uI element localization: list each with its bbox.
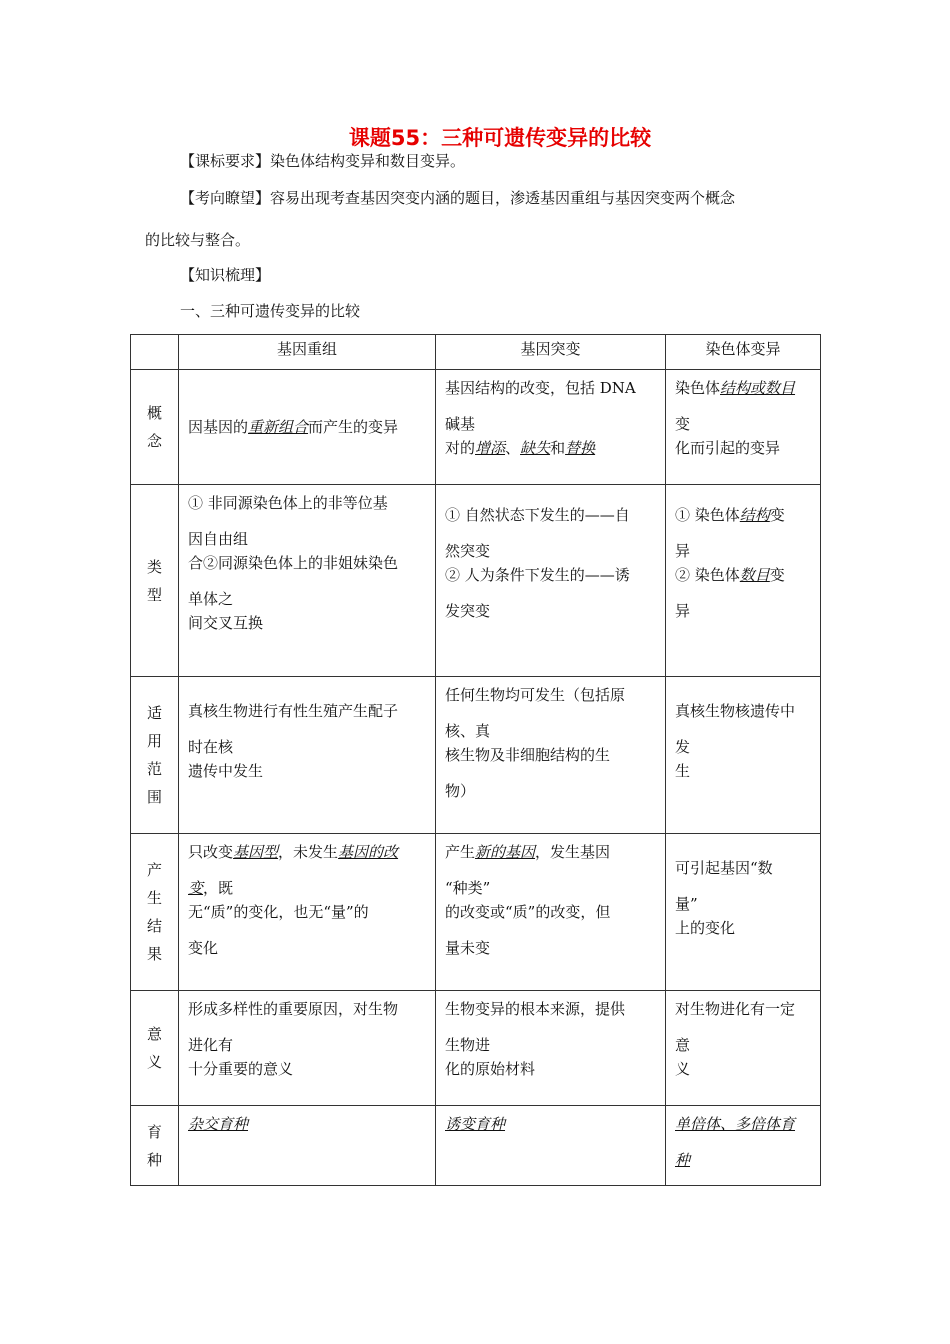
table-row [131, 370, 821, 485]
cell-concept-mutation: 基因结构的改变，包括 DNA 碱基 对的增添、缺失和替换 [436, 370, 666, 485]
cell-breeding-mutation: 诱变育种 [436, 1106, 666, 1186]
comparison-table [130, 334, 821, 1186]
row-head-breeding: 育 种 [131, 1106, 179, 1186]
header-empty [131, 335, 179, 370]
table-row [131, 485, 821, 677]
cell-type-mutation: ① 自然状态下发生的——自 然突变 ② 人为条件下发生的——诱 发突变 [436, 485, 666, 677]
cell-result-chromosome: 可引起基因“数 量” 上的变化 [666, 834, 821, 991]
row-head-meaning: 意 义 [131, 991, 179, 1106]
table-row [131, 1106, 821, 1186]
exam-text-1: 容易出现考查基因突变内涵的题目，渗透基因重组与基因突变两个概念 [270, 189, 736, 207]
cell-result-recombination: 只改变基因型，未发生基因的改 变，既 无“质”的变化，也无“量”的 变化 [179, 834, 436, 991]
exam-label: 【考向瞭望】 [180, 189, 271, 207]
table-row [131, 991, 821, 1106]
cell-type-chromosome: ① 染色体结构变 异 ② 染色体数目变 异 [666, 485, 821, 677]
section-title: 一、三种可遗传变异的比较 [180, 302, 361, 320]
row-head-concept: 概 念 [131, 370, 179, 485]
header-chromosome: 染色体变异 [666, 335, 821, 370]
req-label: 【课标要求】 [180, 152, 271, 170]
table-row [131, 677, 821, 834]
header-recombination: 基因重组 [179, 335, 436, 370]
exam-text-2: 的比较与整合。 [145, 231, 251, 249]
cell-scope-mutation: 任何生物均可发生（包括原 核、真 核生物及非细胞结构的生 物） [436, 677, 666, 834]
cell-breeding-chromosome: 单倍体、多倍体育 种 [666, 1106, 821, 1186]
cell-meaning-recombination: 形成多样性的重要原因，对生物 进化有 十分重要的意义 [179, 991, 436, 1106]
cell-concept-chromosome: 染色体结构或数目 变 化而引起的变异 [666, 370, 821, 485]
cell-type-recombination: ① 非同源染色体上的非等位基 因自由组 合②同源染色体上的非姐妹染色 单体之 间交叉互换 [179, 485, 436, 677]
req-text: 染色体结构变异和数目变异。 [270, 152, 466, 170]
cell-result-mutation: 产生新的基因，发生基因 “种类” 的改变或“质”的改变，但 量未变 [436, 834, 666, 991]
cell-concept-recombination: 因基因的重新组合而产生的变异 [179, 370, 436, 485]
row-head-result: 产 生 结 果 [131, 834, 179, 991]
table-header-row [131, 335, 821, 370]
header-mutation: 基因突变 [436, 335, 666, 370]
table-row [131, 834, 821, 991]
cell-scope-chromosome: 真核生物核遗传中 发 生 [666, 677, 821, 834]
row-head-scope: 适 用 范 围 [131, 677, 179, 834]
knowledge-label: 【知识梳理】 [180, 266, 271, 284]
page-title: 课题55：三种可遗传变异的比较 [348, 126, 652, 150]
row-head-type: 类 型 [131, 485, 179, 677]
curriculum-requirement [180, 151, 465, 171]
exam-outlook [180, 188, 735, 208]
cell-meaning-chromosome: 对生物进化有一定 意 义 [666, 991, 821, 1106]
cell-meaning-mutation: 生物变异的根本来源，提供 生物进 化的原始材料 [436, 991, 666, 1106]
cell-breeding-recombination: 杂交育种 [179, 1106, 436, 1186]
cell-scope-recombination: 真核生物进行有性生殖产生配子 时在核 遗传中发生 [179, 677, 436, 834]
